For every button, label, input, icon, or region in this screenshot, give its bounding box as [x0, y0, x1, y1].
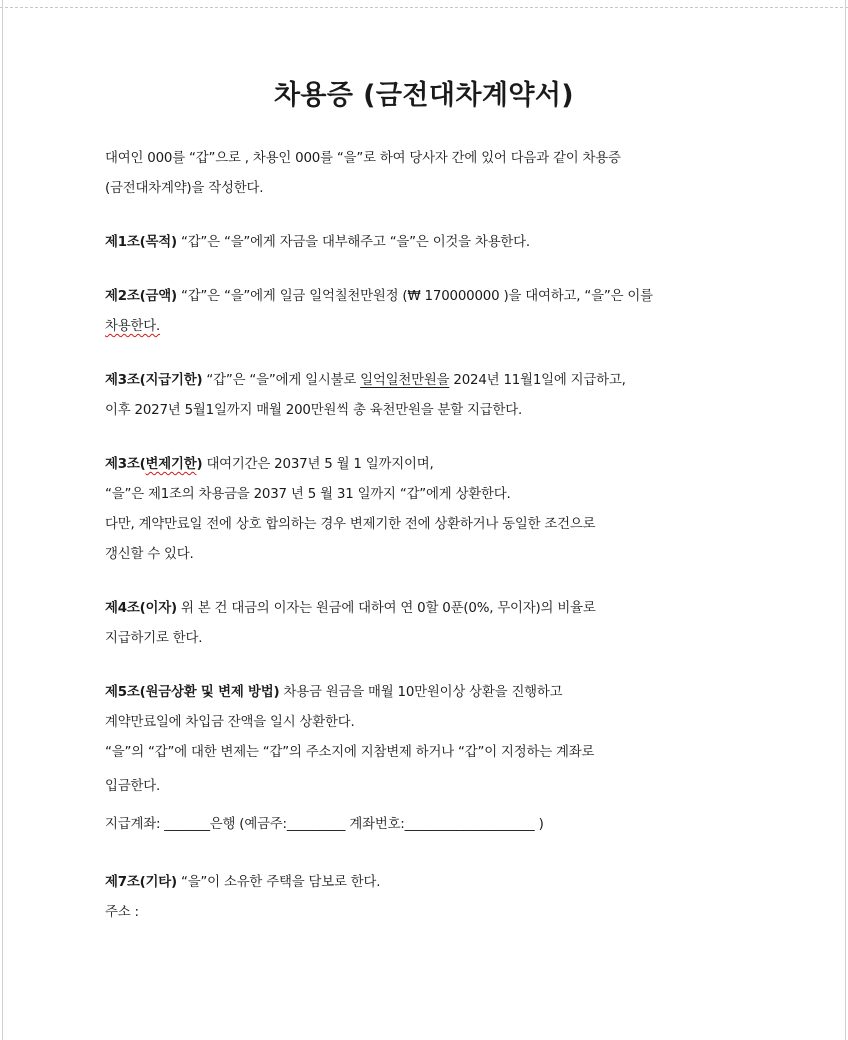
article-1-heading: 제1조(목적)	[105, 235, 177, 250]
article-2-text: “갑”은 “을”에게 일금 일억칠천만원정 (₩ 170000000 )을 대여하고, “을”은 이를	[176, 289, 653, 304]
article-7-text: “을”이 소유한 주택을 담보로 한다.	[176, 875, 381, 890]
intro-line-1: 대여인 000를 “갑”으로 , 차용인 000를 “을”로 하여 당사자 간에 있어 다음과 같이 차용증	[105, 151, 621, 166]
article-1	[105, 228, 743, 258]
article-3a-line-2: 이후 2027년 5월1일까지 매월 200만원씩 총 육천만원을 분할 지급한다.	[105, 403, 523, 418]
document-title: 차용증 (금전대차계약서)	[273, 80, 575, 111]
article-3b-line-4: 갱신할 수 있다.	[105, 547, 194, 562]
article-7-heading: 제7조(기타)	[105, 875, 177, 890]
article-4-heading: 제4조(이자)	[105, 601, 177, 616]
article-7	[105, 868, 743, 928]
article-5-heading: 제5조(원금상환 및 변제 방법)	[105, 685, 280, 700]
page-top-edge	[0, 0, 848, 8]
article-3b-heading-word: 변제기한	[145, 457, 197, 472]
article-2-line-2: 차용한다.	[105, 319, 160, 334]
article-3-repayment-deadline	[105, 450, 743, 570]
intro-line-2: (금전대차계약)을 작성한다.	[105, 181, 264, 196]
article-2	[105, 282, 743, 342]
article-3-payment-deadline	[105, 366, 743, 426]
article-5-line-3: “을”의 “갑”에 대한 변제는 “갑”의 주소지에 지참변제 하거나 “갑”이 지정하는 계좌로	[105, 745, 595, 760]
article-5-line-2: 계약만료일에 차입금 잔액을 일시 상환한다.	[105, 715, 355, 730]
article-7-line-2: 주소 :	[105, 905, 139, 920]
article-3a-text-after: 2024년 11월1일에 지급하고,	[449, 373, 626, 388]
article-3a-text-before: “갑”은 “을”에게 일시불로	[202, 373, 361, 388]
article-1-text: “갑”은 “을”에게 자금을 대부해주고 “을”은 이것을 차용한다.	[176, 235, 530, 250]
article-5	[105, 678, 743, 844]
article-3b-heading: 제3조(변제기한)	[105, 457, 203, 472]
article-5-account-line: 지급계좌: _______은행 (예금주:_________ 계좌번호:____________________ )	[105, 817, 544, 832]
article-2-heading: 제2조(금액)	[105, 289, 177, 304]
article-5-text: 차용금 원금을 매월 10만원이상 상환을 진행하고	[279, 685, 563, 700]
article-5-line-4: 입금한다.	[105, 779, 160, 794]
article-3b-line-2: “을”은 제1조의 차용금을 2037 년 5 월 31 일까지 “갑”에게 상환한다.	[105, 487, 511, 502]
article-3a-heading: 제3조(지급기한)	[105, 373, 203, 388]
document-page[interactable]	[105, 66, 743, 928]
article-4-text: 위 본 건 대금의 이자는 원금에 대하여 연 0할 0푼(0%, 무이자)의 비율로	[176, 601, 596, 616]
article-3b-text: 대여기간은 2037년 5 월 1 일까지이며,	[202, 457, 434, 472]
article-3a-amount: 일억일천만원을	[360, 373, 450, 388]
article-4-line-2: 지급하기로 한다.	[105, 631, 203, 646]
article-3b-line-3: 다만, 계약만료일 전에 상호 합의하는 경우 변제기한 전에 상환하거나 동일한 조건으로	[105, 517, 596, 532]
page-left-edge	[0, 0, 3, 1040]
intro-paragraph	[105, 144, 743, 204]
article-4	[105, 594, 743, 654]
